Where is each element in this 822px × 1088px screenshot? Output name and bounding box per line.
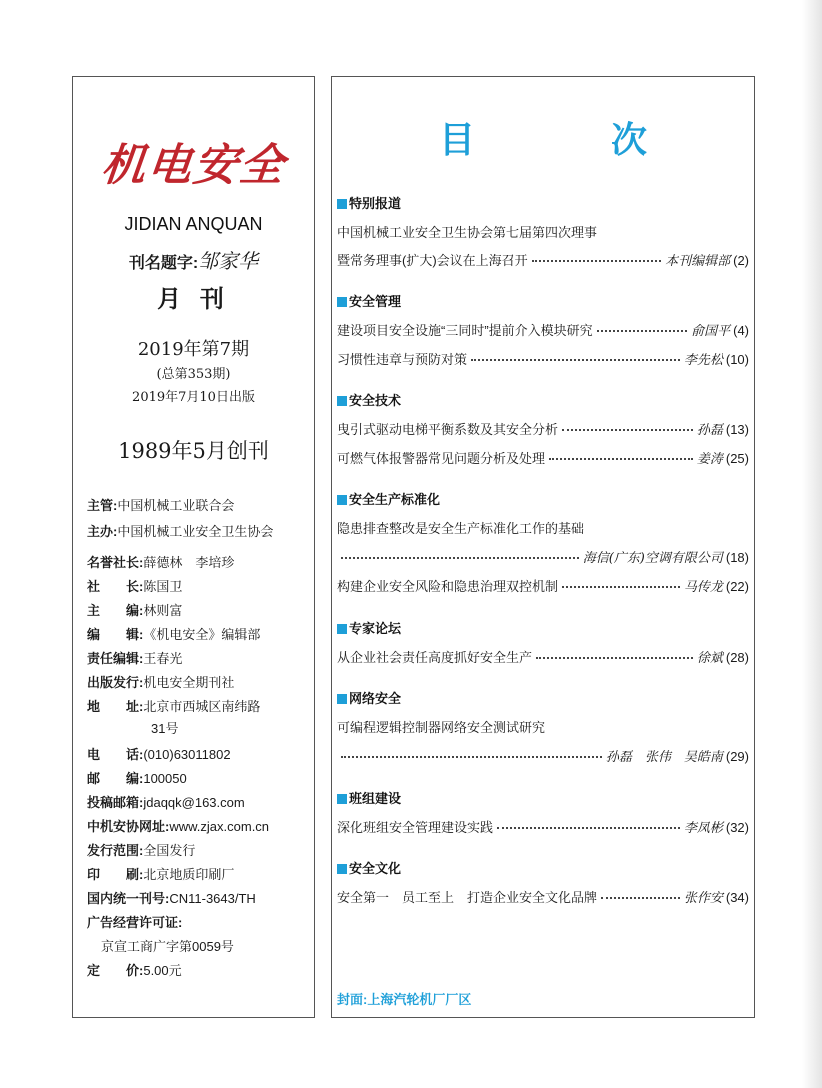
info-row bbox=[101, 936, 234, 955]
section-marker-icon bbox=[337, 199, 347, 209]
toc-section bbox=[337, 193, 401, 212]
section-marker-icon bbox=[337, 624, 347, 634]
toc-entry[interactable] bbox=[337, 887, 749, 906]
entry-page: (4) bbox=[733, 323, 749, 338]
info-key: 中机安协网址: bbox=[87, 819, 170, 834]
entry-title: 隐患排查整改是安全生产标准化工作的基础 bbox=[337, 521, 585, 536]
info-row bbox=[87, 840, 195, 859]
toc-section bbox=[337, 788, 401, 807]
section-label: 班组建设 bbox=[349, 791, 402, 806]
info-row bbox=[87, 672, 234, 691]
toc-section bbox=[337, 618, 401, 637]
info-key: 主管: bbox=[87, 498, 118, 513]
masthead-panel bbox=[72, 76, 315, 1018]
entry-title: 可编程逻辑控制器网络安全测试研究 bbox=[337, 720, 546, 735]
toc-entry[interactable] bbox=[337, 817, 749, 836]
section-label: 安全文化 bbox=[349, 861, 402, 876]
entry-page: (32) bbox=[725, 820, 749, 835]
entry-page: (22) bbox=[725, 579, 749, 594]
info-value: 31号 bbox=[151, 721, 179, 736]
info-value: 薛德林 李培珍 bbox=[143, 555, 235, 570]
section-marker-icon bbox=[337, 495, 347, 505]
info-key: 电 话: bbox=[87, 747, 144, 762]
info-row bbox=[87, 495, 234, 514]
leader-dots bbox=[549, 458, 693, 460]
toc-entry[interactable] bbox=[337, 250, 749, 269]
entry-title: 中国机械工业安全卫生协会第七届第四次理事 bbox=[337, 225, 598, 240]
inscription-line bbox=[73, 245, 314, 274]
info-value: 陈国卫 bbox=[143, 579, 183, 594]
entry-author: 徐斌 bbox=[696, 651, 723, 666]
toc-entry[interactable] bbox=[337, 717, 749, 736]
founded-date: 1989年5月创刊 bbox=[118, 439, 269, 463]
section-marker-icon bbox=[337, 694, 347, 704]
toc-entry[interactable] bbox=[337, 419, 749, 438]
toc-entry[interactable] bbox=[337, 448, 749, 467]
entry-page: (25) bbox=[725, 451, 749, 466]
entry-author: 姜涛 bbox=[696, 452, 723, 467]
entry-title: 可燃气体报警器常见问题分析及处理 bbox=[337, 451, 546, 466]
publication-date: 2019年7月10日出版 bbox=[132, 390, 255, 405]
toc-entry[interactable] bbox=[337, 222, 749, 241]
entry-author: 孙磊 张伟 吴皓南 bbox=[605, 750, 723, 765]
info-row bbox=[87, 600, 182, 619]
info-row bbox=[87, 816, 269, 835]
info-key: 社 长: bbox=[87, 579, 144, 594]
info-value: 全国发行 bbox=[143, 843, 196, 858]
entry-page: (18) bbox=[725, 550, 749, 565]
leader-dots bbox=[562, 586, 680, 588]
info-row bbox=[87, 792, 245, 811]
entry-title: 暨常务理事(扩大)会议在上海召开 bbox=[337, 253, 528, 268]
section-marker-icon bbox=[337, 794, 347, 804]
leader-dots bbox=[601, 897, 680, 899]
entry-page: (34) bbox=[725, 890, 749, 905]
info-row bbox=[151, 718, 178, 737]
info-row bbox=[87, 624, 260, 643]
entry-author: 海信(广东)空调有限公司 bbox=[582, 551, 723, 566]
info-key: 邮 编: bbox=[87, 771, 144, 786]
info-row bbox=[87, 912, 182, 931]
info-row bbox=[87, 521, 273, 540]
toc-title: 目 次 bbox=[438, 119, 697, 160]
section-label: 网络安全 bbox=[349, 691, 402, 706]
section-label: 安全管理 bbox=[349, 294, 402, 309]
info-row bbox=[87, 576, 182, 595]
entry-author: 张作安 bbox=[683, 891, 723, 906]
info-row bbox=[87, 696, 260, 715]
leader-dots bbox=[532, 260, 661, 262]
page-edge-shadow bbox=[802, 0, 822, 1088]
table-of-contents-panel bbox=[331, 76, 755, 1018]
leader-dots bbox=[341, 756, 602, 758]
info-key: 主 编: bbox=[87, 603, 144, 618]
entry-title: 从企业社会责任高度抓好安全生产 bbox=[337, 650, 533, 665]
toc-entry[interactable] bbox=[337, 349, 749, 368]
info-key: 地 址: bbox=[87, 699, 144, 714]
toc-section bbox=[337, 291, 401, 310]
issue-number: 2019年第7期 bbox=[137, 339, 250, 360]
info-value: 北京市西城区南纬路 bbox=[143, 699, 261, 714]
info-key: 定 价: bbox=[87, 963, 144, 978]
entry-author: 俞国平 bbox=[691, 324, 731, 339]
info-row bbox=[87, 744, 231, 763]
entry-author: 马传龙 bbox=[683, 580, 723, 595]
toc-section bbox=[337, 858, 401, 877]
info-value: 《机电安全》编辑部 bbox=[143, 627, 261, 642]
entry-page: (10) bbox=[725, 352, 749, 367]
info-key: 名誉社长: bbox=[87, 555, 144, 570]
toc-entry[interactable] bbox=[337, 746, 749, 765]
leader-dots bbox=[536, 657, 693, 659]
info-key: 出版发行: bbox=[87, 675, 144, 690]
section-label: 专家论坛 bbox=[349, 621, 402, 636]
leader-dots bbox=[471, 359, 680, 361]
toc-section bbox=[337, 390, 401, 409]
info-value: 5.00元 bbox=[143, 963, 182, 978]
info-key: 印 刷: bbox=[87, 867, 144, 882]
entry-page: (29) bbox=[725, 749, 749, 764]
info-key: 投稿邮箱: bbox=[87, 795, 144, 810]
toc-entry[interactable] bbox=[337, 647, 749, 666]
leader-dots bbox=[597, 330, 687, 332]
entry-title: 曳引式驱动电梯平衡系数及其安全分析 bbox=[337, 422, 559, 437]
section-marker-icon bbox=[337, 297, 347, 307]
toc-section bbox=[337, 489, 440, 508]
info-value: 中国机械工业联合会 bbox=[117, 498, 235, 513]
info-value: jdaqqk@163.com bbox=[143, 795, 245, 810]
info-row bbox=[87, 960, 182, 979]
journal-logo: 机电安全 bbox=[98, 140, 289, 191]
info-key: 国内统一刊号: bbox=[87, 891, 170, 906]
info-row bbox=[87, 648, 182, 667]
info-value: 中国机械工业安全卫生协会 bbox=[117, 524, 274, 539]
toc-section bbox=[337, 688, 401, 707]
toc-entry[interactable] bbox=[337, 547, 749, 566]
info-key: 主办: bbox=[87, 524, 118, 539]
entry-title: 深化班组安全管理建设实践 bbox=[337, 820, 494, 835]
leader-dots bbox=[341, 557, 579, 559]
entry-title: 习惯性违章与预防对策 bbox=[337, 352, 468, 367]
entry-author: 李凤彬 bbox=[683, 821, 723, 836]
entry-page: (28) bbox=[725, 650, 749, 665]
info-value: 北京地质印刷厂 bbox=[143, 867, 235, 882]
total-issue: (总第353期) bbox=[156, 367, 231, 382]
info-row bbox=[87, 864, 234, 883]
entry-author: 本刊编辑部 bbox=[665, 254, 731, 269]
leader-dots bbox=[497, 827, 680, 829]
info-value: CN11-3643/TH bbox=[169, 891, 256, 906]
toc-entry[interactable] bbox=[337, 518, 749, 537]
cover-note: 封面:上海汽轮机厂厂区 bbox=[337, 992, 472, 1007]
info-value: 机电安全期刊社 bbox=[143, 675, 235, 690]
toc-entry[interactable] bbox=[337, 320, 749, 339]
toc-entry[interactable] bbox=[337, 576, 749, 595]
frequency: 月 刊 bbox=[157, 286, 230, 313]
entry-author: 孙磊 bbox=[696, 423, 723, 438]
entry-title: 构建企业安全风险和隐患治理双控机制 bbox=[337, 579, 559, 594]
inscription-name: 邹家华 bbox=[198, 249, 259, 273]
entry-author: 李先松 bbox=[683, 353, 723, 368]
info-row bbox=[87, 552, 234, 571]
journal-pinyin: JIDIAN ANQUAN bbox=[124, 214, 263, 234]
info-key: 广告经营许可证: bbox=[87, 915, 183, 930]
entry-title: 安全第一 员工至上 打造企业安全文化品牌 bbox=[337, 890, 598, 905]
entry-title: 建设项目安全设施“三同时”提前介入模块研究 bbox=[337, 323, 593, 338]
info-value: 京宣工商广字第0059号 bbox=[101, 939, 234, 954]
info-key: 发行范围: bbox=[87, 843, 144, 858]
info-value: 林则富 bbox=[143, 603, 183, 618]
section-marker-icon bbox=[337, 864, 347, 874]
section-label: 安全生产标准化 bbox=[349, 492, 441, 507]
leader-dots bbox=[562, 429, 693, 431]
info-row bbox=[87, 768, 187, 787]
info-value: www.zjax.com.cn bbox=[169, 819, 270, 834]
info-value: 100050 bbox=[143, 771, 187, 786]
entry-page: (2) bbox=[733, 253, 749, 268]
section-label: 特别报道 bbox=[349, 196, 402, 211]
info-row bbox=[87, 888, 256, 907]
info-value: (010)63011802 bbox=[143, 747, 231, 762]
section-label: 安全技术 bbox=[349, 393, 402, 408]
inscription-label: 刊名题字: bbox=[128, 255, 199, 272]
info-key: 编 辑: bbox=[87, 627, 144, 642]
section-marker-icon bbox=[337, 396, 347, 406]
entry-page: (13) bbox=[725, 422, 749, 437]
info-key: 责任编辑: bbox=[87, 651, 144, 666]
info-value: 王春光 bbox=[143, 651, 183, 666]
